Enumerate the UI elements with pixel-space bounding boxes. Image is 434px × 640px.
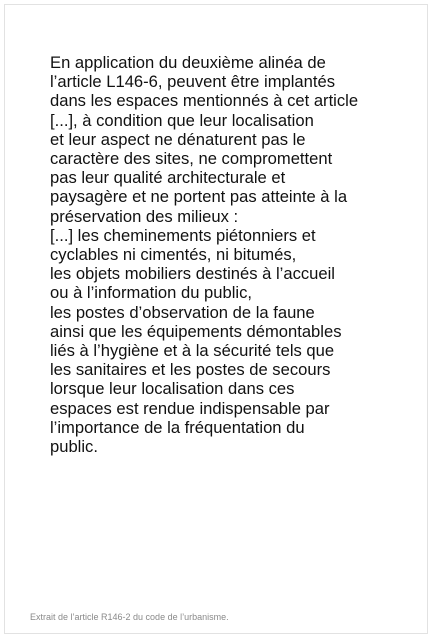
text-line: espaces est rendue indispensable par — [50, 398, 330, 418]
text-line: les objets mobiliers destinés à l’accueil — [50, 264, 335, 284]
text-line: [...] les cheminements piétonniers et — [50, 225, 316, 245]
text-line: ou à l’information du public, — [50, 283, 253, 303]
text-line: dans les espaces mentionnés à cet article — [50, 91, 359, 111]
text-line: liés à l’hygiène et à la sécurité tels que — [50, 341, 335, 361]
text-line: [...], à condition que leur localisation — [50, 110, 314, 130]
text-line: caractère des sites, ne compromettent — [50, 149, 333, 169]
text-line: l’importance de la fréquentation du — [50, 417, 305, 437]
text-line: public. — [50, 437, 98, 457]
text-line: En application du deuxième alinéa de — [50, 53, 326, 72]
text-line: préservation des milieux : — [50, 206, 239, 226]
quoted-article-text — [50, 53, 422, 456]
text-line: les sanitaires et les postes de secours — [50, 360, 331, 380]
text-line: ainsi que les équipements démontables — [50, 321, 342, 341]
source-caption: Extrait de l’article R146-2 du code de l’urbanisme. — [30, 612, 229, 622]
text-line: cyclables ni cimentés, ni bitumés, — [50, 245, 297, 265]
text-line: pas leur qualité architecturale et — [50, 168, 286, 188]
text-line: les postes d’observation de la faune — [50, 302, 315, 322]
text-line: lorsque leur localisation dans ces — [50, 379, 295, 399]
text-line: et leur aspect ne dénaturent pas le — [50, 129, 306, 149]
text-line: l’article L146-6, peuvent être implantés — [50, 72, 336, 92]
document-page — [4, 4, 428, 634]
text-line: paysagère et ne portent pas atteinte à la — [50, 187, 348, 207]
